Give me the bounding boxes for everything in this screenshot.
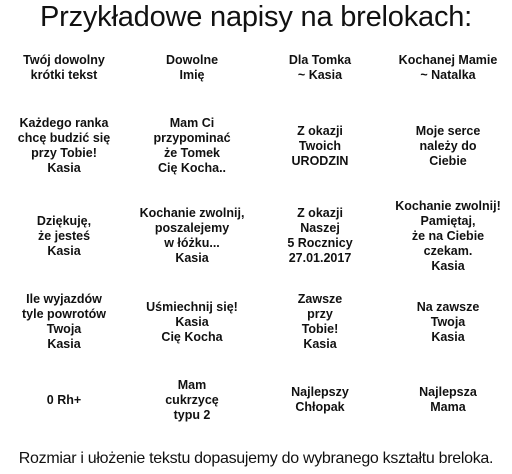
keychain-examples-grid — [0, 36, 512, 436]
example-text: Dla Tomka ~ Kasia — [288, 53, 352, 82]
example-cell — [0, 100, 128, 192]
example-cell — [384, 36, 512, 100]
example-text: Najlepszy Chłopak — [291, 385, 349, 414]
example-cell — [0, 192, 128, 280]
example-cell — [256, 280, 384, 364]
page-title: Przykładowe napisy na brelokach: — [39, 1, 473, 33]
example-cell — [384, 280, 512, 364]
example-text: Moje serce należy do Ciebie — [415, 123, 481, 168]
example-cell — [128, 36, 256, 100]
example-cell — [384, 100, 512, 192]
example-cell — [256, 364, 384, 436]
example-text: Kochanie zwolnij, poszalejemy w łóżku... Kasia — [139, 206, 245, 265]
example-text: Dowolne Imię — [165, 53, 219, 82]
footer-note: Rozmiar i ułożenie tekstu dopasujemy do wybranego kształtu breloka. — [18, 450, 494, 467]
example-text: Mam Ci przypominać że Tomek Cię Kocha.. — [153, 116, 231, 175]
example-text: Twój dowolny krótki tekst — [23, 53, 105, 82]
example-text: Dziękuję, że jesteś Kasia — [36, 213, 92, 258]
example-text: Kochanie zwolnij! Pamiętaj, że na Ciebie czekam. Kasia — [395, 198, 501, 273]
example-cell — [128, 192, 256, 280]
example-cell — [256, 100, 384, 192]
example-text: Uśmiechnij się! Kasia Cię Kocha — [146, 299, 238, 344]
example-cell — [128, 100, 256, 192]
example-text: Z okazji Twoich URODZIN — [291, 123, 349, 168]
example-cell — [0, 36, 128, 100]
example-text: Mam cukrzycę typu 2 — [165, 377, 219, 422]
example-cell — [256, 36, 384, 100]
example-text: Z okazji Naszej 5 Rocznicy 27.01.2017 — [287, 206, 353, 265]
example-cell — [128, 364, 256, 436]
example-text: Ile wyjazdów tyle powrotów Twoja Kasia — [21, 292, 107, 351]
example-cell — [384, 364, 512, 436]
example-cell — [256, 192, 384, 280]
example-cell — [128, 280, 256, 364]
example-text: Zawsze przy Tobie! Kasia — [297, 292, 343, 351]
example-text: Kochanej Mamie ~ Natalka — [398, 53, 498, 82]
example-cell — [0, 280, 128, 364]
example-text: Na zawsze Twoja Kasia — [416, 299, 480, 344]
example-text: 0 Rh+ — [46, 392, 82, 407]
example-text: Najlepsza Mama — [419, 385, 477, 414]
example-cell — [0, 364, 128, 436]
example-cell — [384, 192, 512, 280]
example-text: Każdego ranka chcę budzić się przy Tobie! Kasia — [17, 116, 111, 175]
